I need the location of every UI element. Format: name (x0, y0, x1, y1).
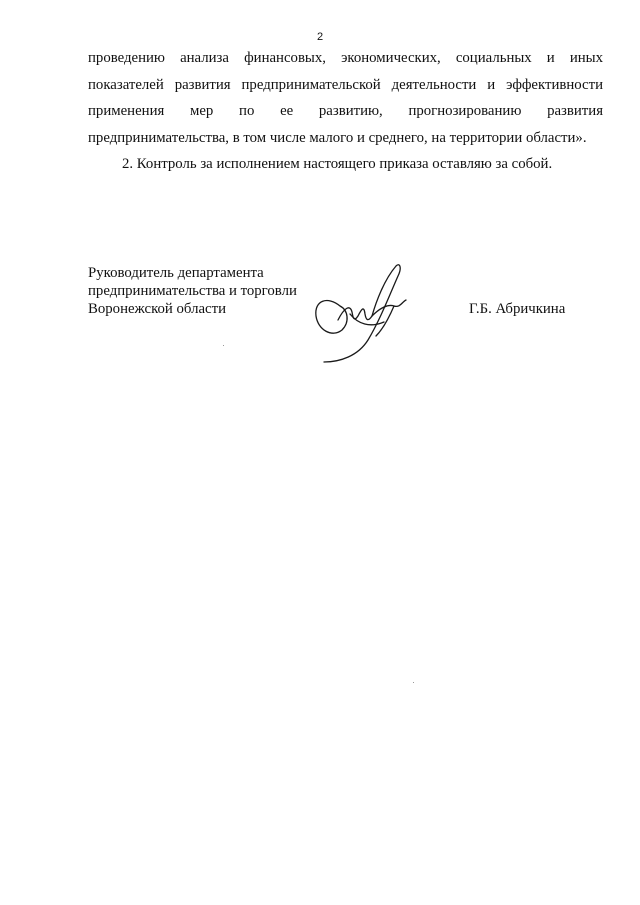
body-line-1: проведению анализа финансовых, экономических, социальных и иных (88, 50, 603, 66)
signatory-position-line-3: Воронежской области (88, 301, 226, 317)
signatory-name: Г.Б. Абричкина (469, 301, 566, 317)
handwritten-signature-icon (310, 258, 420, 366)
body-line-2: показателей развития предпринимательской деятельности и эффективности (88, 76, 603, 93)
scan-speck (413, 682, 414, 683)
body-paragraph-2: 2. Контроль за исполнением настоящего приказа оставляю за собой. (122, 156, 553, 172)
scan-speck (223, 345, 224, 346)
signatory-position-line-2: предпринимательства и торговли (88, 283, 297, 299)
page-number: 2 (316, 31, 324, 43)
body-line-3: применения мер по ее развитию, прогнозированию развития (88, 103, 603, 119)
body-line-4: предпринимательства, в том числе малого и среднего, на территории области». (88, 129, 587, 146)
signatory-position-line-1: Руководитель департамента (88, 265, 264, 281)
signatory-position (88, 264, 297, 318)
body-text (88, 45, 603, 178)
